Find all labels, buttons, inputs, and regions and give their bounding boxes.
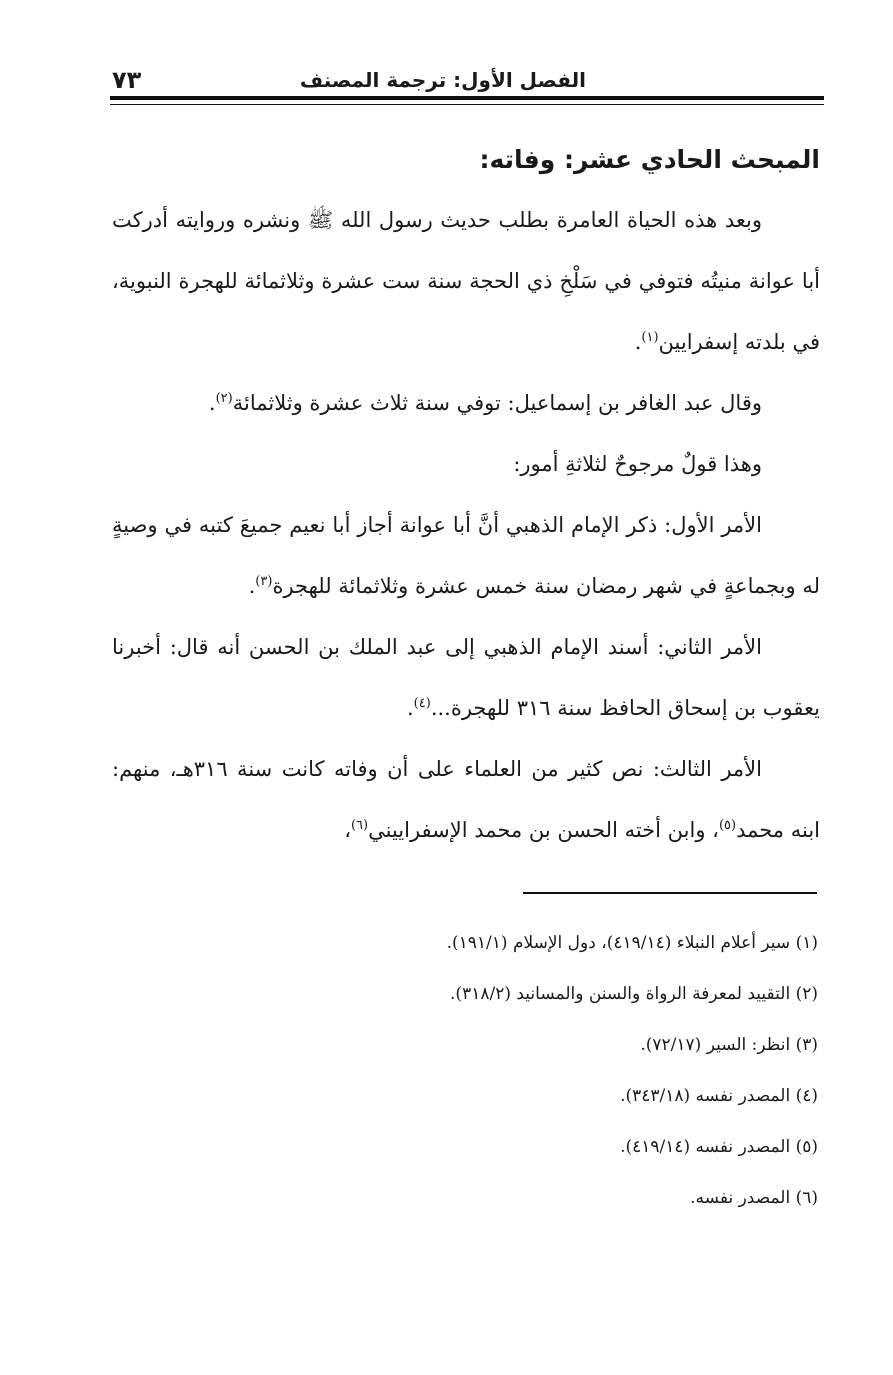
footnote: (٣) انظر: السير (٧٢/١٧). bbox=[640, 1035, 818, 1055]
footnote: (٦) المصدر نفسه. bbox=[690, 1188, 818, 1208]
footnote-ref: (٣) bbox=[255, 574, 273, 589]
paragraph bbox=[112, 190, 820, 373]
running-title: الفصل الأول: ترجمة المصنف bbox=[299, 68, 586, 92]
paragraph bbox=[112, 434, 820, 495]
page-number: ٧٣ bbox=[112, 66, 142, 94]
paragraph-text: الأمر الأول: ذكر الإمام الذهبي أنَّ أبا عوانة أجاز أبا نعيم جميعَ كتبه في وصيةٍ له وبجماعةٍ في شهر رمضان سنة خمس عشرة وثلاثمائة للهجرة bbox=[112, 513, 820, 598]
paragraph bbox=[112, 495, 820, 617]
footnote-ref: (٢) bbox=[215, 391, 233, 406]
paragraph-text: الأمر الثاني: أسند الإمام الذهبي إلى عبد الملك بن الحسن أنه قال: أخبرنا يعقوب بن إسحاق الحافظ سنة ٣١٦ للهجرة... bbox=[112, 635, 820, 720]
paragraph-tail: . bbox=[634, 330, 642, 354]
footnote-ref: (٦) bbox=[350, 818, 369, 833]
footnotes bbox=[112, 918, 818, 1224]
paragraph-text: وبعد هذه الحياة العامرة بطلب حديث رسول الله ﷺ ونشره وروايته أدركت أبا عوانة منيتُه فتوفي في سَلْخِ ذي الحجة سنة ست عشرة وثلاثمائة للهجرة النبوية، في بلدته إسفرايين bbox=[112, 208, 820, 354]
paragraph-tail: . bbox=[208, 391, 216, 415]
footnote-separator bbox=[523, 892, 817, 894]
header-rule bbox=[110, 96, 824, 100]
footnote: (٥) المصدر نفسه (٤١٩/١٤). bbox=[620, 1137, 818, 1157]
main-text bbox=[112, 130, 820, 861]
footnote: (٢) التقييد لمعرفة الرواة والسنن والمسانيد (٣١٨/٢). bbox=[450, 984, 818, 1004]
paragraph-tail: ، وابن أخته الحسن بن محمد الإسفراييني bbox=[368, 818, 719, 842]
paragraph-text: وهذا قولٌ مرجوحٌ لثلاثةِ أمور: bbox=[513, 452, 762, 476]
paragraph-tail: ، bbox=[344, 818, 351, 842]
footnote-ref: (٤) bbox=[413, 696, 431, 711]
footnote: (٤) المصدر نفسه (٣٤٣/١٨). bbox=[620, 1086, 818, 1106]
paragraph-tail: . bbox=[248, 574, 256, 598]
footnote-ref: (٥) bbox=[718, 818, 737, 833]
footnote: (١) سير أعلام النبلاء (٤١٩/١٤)، دول الإسلام (١٩١/١). bbox=[446, 933, 818, 953]
paragraph-text: وقال عبد الغافر بن إسماعيل: توفي سنة ثلاث عشرة وثلاثمائة bbox=[232, 391, 762, 415]
paragraph bbox=[112, 739, 820, 861]
paragraph bbox=[112, 617, 820, 739]
paragraph-text: الأمر الثالث: نص كثير من العلماء على أن وفاته كانت سنة ٣١٦هـ، منهم: ابنه محمد bbox=[112, 757, 820, 842]
footnote-ref: (١) bbox=[641, 330, 659, 345]
header-rule-thin bbox=[110, 104, 824, 105]
paragraph bbox=[112, 373, 820, 434]
section-heading: المبحث الحادي عشر: وفاته: bbox=[479, 145, 820, 174]
paragraph-tail: . bbox=[406, 696, 414, 720]
